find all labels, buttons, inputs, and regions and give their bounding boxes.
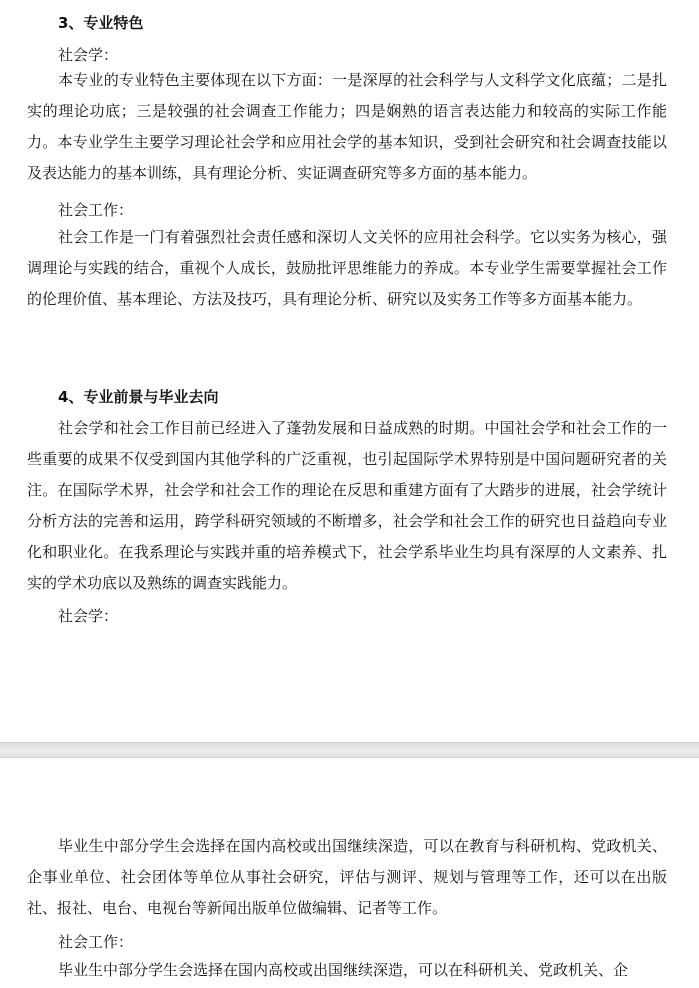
social-work-features-paragraph: 社会工作是一门有着强烈社会责任感和深切人文关怀的应用社会科学。它以实务为核心，强调理论与实践的结合，重视个人成长，鼓励批评思维能力的养成。本专业学生需要掌握社会工作的伦理价值、基本理论、方法及技巧，具有理论分析、研究以及实务工作等多方面基本能力。 xyxy=(27,228,667,308)
sociology-features-paragraph: 本专业的专业特色主要体现在以下方面：一是深厚的社会科学与人文科学文化底蕴；二是扎实的理论功底；三是较强的社会调查工作能力；四是娴熟的语言表达能力和较高的实际工作能力。本专业学生主要学习理论社会学和应用社会学的基本知识，受到社会研究和社会调查技能以及表达能力的基本训练，具有理论分析、实证调查研究等多方面的基本能力。 xyxy=(27,71,667,182)
page-separator xyxy=(0,742,699,758)
social-work-destinations-paragraph: 毕业生中部分学生会选择在国内高校或出国继续深造，可以在科研机关、党政机关、企 xyxy=(58,961,629,979)
sociology-label: 社会学： xyxy=(58,46,119,64)
section-3-heading: 3、专业特色 xyxy=(58,14,144,32)
section-4-heading: 4、专业前景与毕业去向 xyxy=(58,388,219,406)
social-work-label-2: 社会工作： xyxy=(58,933,134,951)
sociology-destinations-paragraph: 毕业生中部分学生会选择在国内高校或出国继续深造，可以在教育与科研机构、党政机关、企事业单位、社会团体等单位从事社会研究，评估与测评、规划与管理等工作，还可以在出版社、报社、电台、电视台等新闻出版单位做编辑、记者等工作。 xyxy=(27,837,667,917)
sociology-label-2: 社会学： xyxy=(58,607,119,625)
prospects-paragraph: 社会学和社会工作目前已经进入了蓬勃发展和日益成熟的时期。中国社会学和社会工作的一些重要的成果不仅受到国内其他学科的广泛重视，也引起国际学术界特别是中国问题研究者的关注。在国际学术界，社会学和社会工作的理论在反思和重建方面有了大踏步的进展，社会学统计分析方法的完善和运用，跨学科研究领域的不断增多，社会学和社会工作的研究也日益趋向专业化和职业化。在我系理论与实践并重的培养模式下，社会学系毕业生均具有深厚的人文素养、扎实的学术功底以及熟练的调查实践能力。 xyxy=(27,419,667,592)
document-page-2 xyxy=(0,758,699,988)
social-work-label: 社会工作： xyxy=(58,201,134,219)
